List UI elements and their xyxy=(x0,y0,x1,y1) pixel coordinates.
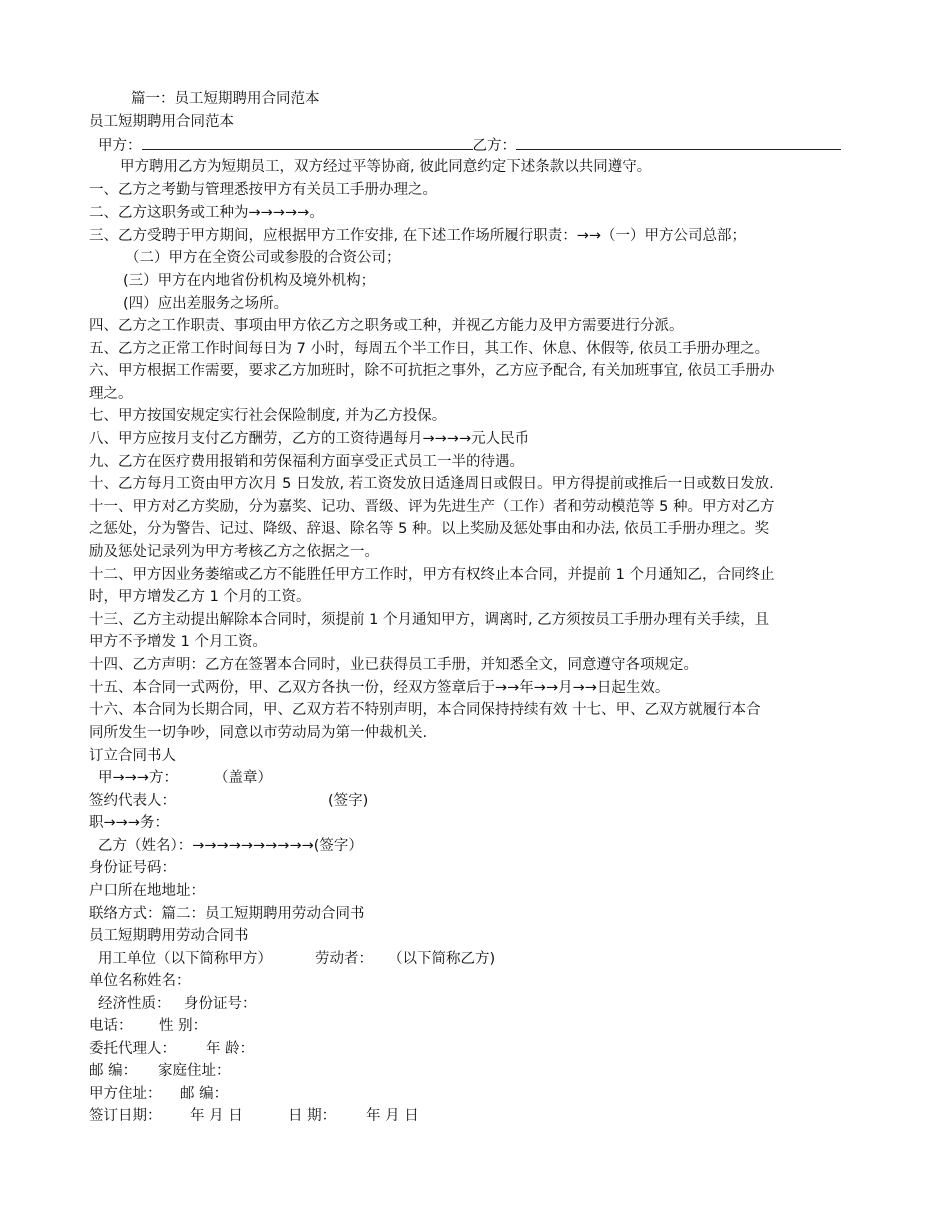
phone-label: 电话： xyxy=(89,1018,133,1034)
clause-11-line-2: 之惩处，分为警告、记过、降级、辞退、除名等 5 种。以上奖励及惩处事由和办法, 依员工手册办理之。奖 xyxy=(89,521,770,537)
clause-1: 一、乙方之考勤与管理悉按甲方有关员工手册办理之。 xyxy=(89,182,437,198)
sign-party-a: 甲→→→方： xyxy=(98,770,178,786)
clause-8: 八、甲方应按月支付乙方酬劳，乙方的工资待遇每月→→→→元人民币 xyxy=(89,431,530,447)
worker-abbr: （以下简称乙方) xyxy=(388,951,496,967)
clause-12-line-2: 时，甲方增发乙方 1 个月的工资。 xyxy=(89,589,311,605)
document-title-2: 员工短期聘用劳动合同书 xyxy=(89,928,249,944)
clause-11-line-1: 十一、甲方对乙方奖励，分为嘉奖、记功、晋级、评为先进生产（工作）者和劳动模范等 5 种。甲方对乙方 xyxy=(89,499,775,515)
party-b-label: 乙方： xyxy=(472,138,516,154)
clause-11-line-3: 励及惩处记录列为甲方考核乙方之依据之一。 xyxy=(89,544,379,560)
id-number-label: 身份证号码： xyxy=(89,860,176,876)
signature-mark: (签字) xyxy=(328,793,369,809)
agent-label: 委托代理人： xyxy=(89,1041,176,1057)
position-label: 职→→→务： xyxy=(89,815,169,831)
age-label: 年 龄： xyxy=(206,1041,255,1057)
gender-label: 性 别： xyxy=(159,1018,208,1034)
clause-13-line-1: 十三、乙方主动提出解除本合同时，须提前 1 个月通知甲方，调离时, 乙方须按员工手册办理有关手续，且 xyxy=(89,612,770,628)
representative-label: 签约代表人： xyxy=(89,793,176,809)
economic-nature-label: 经济性质： xyxy=(98,996,171,1012)
id-number-label-2: 身份证号： xyxy=(184,996,257,1012)
clause-9: 九、乙方在医疗费用报销和劳保福利方面享受正式员工一半的待遇。 xyxy=(89,454,524,470)
part1-heading: 篇一：员工短期聘用合同范本 xyxy=(131,91,320,107)
clause-3-item-2: （二）甲方在全资公司或参股的合资公司； xyxy=(125,250,401,266)
clause-7: 七、甲方按国安规定实行社会保险制度, 并为乙方投保。 xyxy=(89,408,447,424)
home-address-label: 家庭住址： xyxy=(158,1063,231,1079)
clause-15: 十五、本合同一式两份，甲、乙双方各执一份，经双方签章后于→→年→→月→→日起生效。 xyxy=(89,680,670,696)
seal-mark: （盖章） xyxy=(214,770,272,786)
sign-date-ymd: 年 月 日 xyxy=(190,1108,243,1124)
date-label: 日 期： xyxy=(288,1108,337,1124)
clause-10: 十、乙方每月工资由甲方次月 5 日发放, 若工资发放日适逢周日或假日。甲方得提前或推后一日或数日发放. xyxy=(89,476,774,492)
postcode-label: 邮 编： xyxy=(89,1063,138,1079)
clause-16-line-1: 十六、本合同为长期合同，甲、乙双方若不特别声明，本合同保持持续有效 十七、甲、乙双方就履行本合 xyxy=(89,702,761,718)
unit-name-label: 单位名称姓名： xyxy=(89,973,191,989)
hukou-address-label: 户口所在地地址： xyxy=(89,883,205,899)
sign-party-b: 乙方（姓名）：→→→→→→→→→→(签字） xyxy=(98,838,363,854)
clause-6-line-1: 六、甲方根据工作需要，要求乙方加班时，除不可抗拒之事外，乙方应予配合, 有关加班事宜, 依员工手册办 xyxy=(89,363,775,379)
clause-14: 十四、乙方声明：乙方在签署本合同时，业已获得员工手册，并知悉全文，同意遵守各项规定。 xyxy=(89,657,698,673)
document-title: 员工短期聘用合同范本 xyxy=(89,114,234,130)
sign-date-label: 签订日期： xyxy=(89,1108,162,1124)
party-a-address-label: 甲方住址： xyxy=(89,1086,162,1102)
clause-2: 二、乙方这职务或工种为→→→→→。 xyxy=(89,205,324,221)
clause-3-item-4: (四）应出差服务之场所。 xyxy=(123,296,289,312)
clause-4: 四、乙方之工作职责、事项由甲方依乙方之职务或工种，并视乙方能力及甲方需要进行分派。 xyxy=(89,318,684,334)
party-a-label: 甲方： xyxy=(98,138,142,154)
date-ymd: 年 月 日 xyxy=(366,1108,419,1124)
clause-12-line-1: 十二、甲方因业务萎缩或乙方不能胜任甲方工作时，甲方有权终止本合同，并提前 1 个月通知乙，合同终止 xyxy=(89,567,775,583)
intro-paragraph: 甲方聘用乙方为短期员工，双方经过平等协商, 彼此同意约定下述条款以共同遵守。 xyxy=(120,159,652,175)
postcode-label-2: 邮 编： xyxy=(180,1086,229,1102)
clause-13-line-2: 甲方不予增发 1 个月工资。 xyxy=(89,634,267,650)
clause-16-line-2: 同所发生一切争吵，同意以市劳动局为第一仲裁机关. xyxy=(89,725,428,741)
employer-label: 用工单位（以下简称甲方） xyxy=(98,951,272,967)
party-b-blank xyxy=(516,134,841,150)
party-a-blank xyxy=(142,134,473,150)
worker-label: 劳动者： xyxy=(315,951,373,967)
signatories-heading: 订立合同书人 xyxy=(89,748,176,764)
clause-6-line-2: 理之。 xyxy=(89,386,133,402)
parties-line xyxy=(98,134,841,156)
contact-line: 联络方式：篇二：员工短期聘用劳动合同书 xyxy=(89,906,365,922)
clause-3-item-3: (三）甲方在内地省份机构及境外机构； xyxy=(123,273,376,289)
clause-5: 五、乙方之正常工作时间每日为 7 小时，每周五个半工作日，其工作、休息、休假等, 依员工手册办理之。 xyxy=(89,341,770,357)
clause-3: 三、乙方受聘于甲方期间，应根据甲方工作安排, 在下述工作场所履行职责：→→（一）甲方公司总部； xyxy=(89,228,747,244)
